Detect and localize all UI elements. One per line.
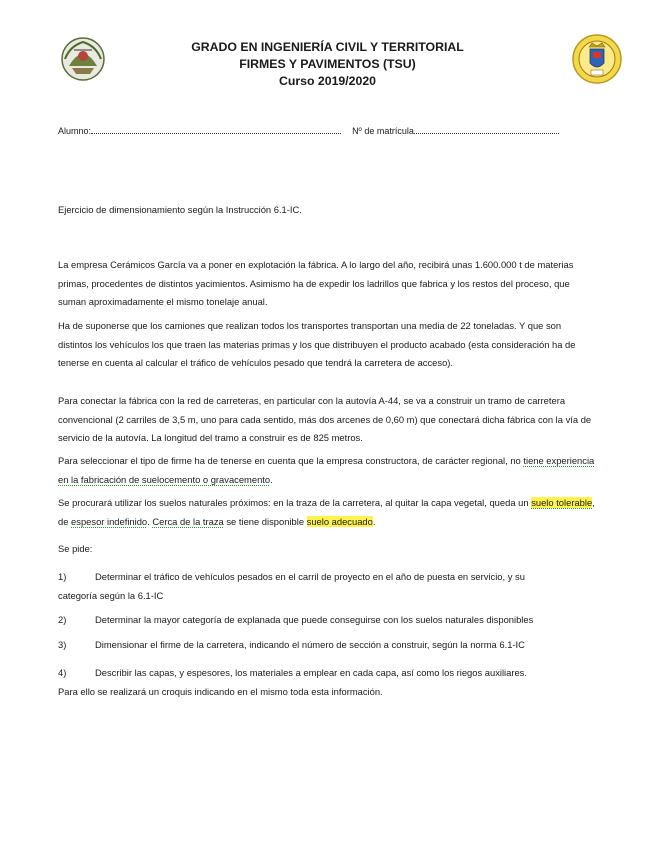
matricula-label: Nº de matrícula bbox=[352, 126, 414, 136]
list-item-2 bbox=[58, 611, 618, 630]
list-item-1 bbox=[58, 568, 598, 605]
document-header bbox=[0, 39, 655, 90]
item-text: Describir las capas, y espesores, los materiales a emplear en cada capa, así como los riegos auxiliares. bbox=[95, 667, 527, 678]
paragraph-1: La empresa Cerámicos García va a poner en explotación la fábrica. A lo largo del año, recibirá unas 1.600.000 t de materias primas, procedentes de distintos yacimientos. Asimismo ha de expedir los ladrillos que fabrica y los restos del proceso, que suman aproximadamente el mismo tonelaje anual. bbox=[58, 259, 574, 308]
list-item-3 bbox=[58, 636, 618, 655]
item-text: Dimensionar el firme de la carretera, indicando el número de sección a construir, según la norma 6.1-IC bbox=[95, 639, 525, 650]
paragraph-3: Para conectar la fábrica con la red de carreteras, en particular con la autovía A-44, se va a construir un tramo de carretera convencional (2 carriles de 3,5 m, uno para cada sentido, más dos arcenes de 0,60 m) que conectará dicha fábrica con la vía de servicio de la autovía. La longitud del tramo a construir es de 825 metros. bbox=[58, 395, 592, 444]
p4-end: . bbox=[270, 473, 273, 485]
paragraph-2: Ha de suponerse que los camiones que realizan todos los transportes transportan una media de 22 toneladas. Y que son distintos los vehículos los que traen las materias primas y los que distribuyen el producto acabado (esta consideración ha de tenerse en cuenta al calcular el tráfico de vehículos pesado que tendrá la carretera de acceso). bbox=[58, 320, 576, 369]
alumno-field[interactable] bbox=[91, 124, 341, 134]
item-number: 4) bbox=[58, 667, 67, 678]
item-number: 1) bbox=[58, 571, 67, 582]
item-text: Determinar el tráfico de vehículos pesados en el carril de proyecto en el año de puesta en servicio, y su bbox=[95, 571, 525, 582]
degree-title: GRADO EN INGENIERÍA CIVIL Y TERRITORIAL bbox=[191, 40, 464, 54]
se-pide-label: Se pide: bbox=[58, 543, 93, 554]
academic-year: Curso 2019/2020 bbox=[278, 74, 377, 88]
paragraph-4 bbox=[58, 452, 598, 489]
p5-a: Se procurará utilizar los suelos naturales próximos: en la traza de la carretera, al quitar la capa vegetal, queda un bbox=[58, 497, 532, 508]
item-continuation: Para ello se realizará un croquis indicando en el mismo toda esta información. bbox=[58, 685, 383, 697]
highlight-suelo-tolerable: suelo tolerable bbox=[531, 497, 593, 508]
course-title: FIRMES Y PAVIMENTOS (TSU) bbox=[239, 57, 416, 71]
highlight-suelo-adecuado: suelo adecuado bbox=[306, 515, 373, 527]
student-info-line bbox=[58, 124, 559, 136]
p5-d: se tiene disponible bbox=[223, 515, 307, 527]
item-number: 3) bbox=[58, 639, 67, 650]
underline-espesor: espesor indefinido bbox=[71, 515, 148, 527]
paragraph-5 bbox=[58, 494, 598, 531]
item-text: Determinar la mayor categoría de explanada que puede conseguirse con los suelos naturales disponibles bbox=[95, 614, 534, 625]
underline-cerca: Cerca de la traza bbox=[152, 515, 224, 527]
list-item-4 bbox=[58, 664, 598, 701]
item-number: 2) bbox=[58, 614, 67, 625]
p4-text: Para seleccionar el tipo de firme ha de tenerse en cuenta que la empresa constructora, de carácter regional, no bbox=[58, 455, 524, 466]
p5-e: . bbox=[372, 515, 376, 527]
item-continuation: categoría según la 6.1-IC bbox=[58, 589, 164, 601]
p5-c: . bbox=[147, 515, 153, 527]
p4-underlined: tiene experiencia en la fabricación de suelocemento o gravacemento bbox=[58, 455, 595, 485]
alumno-label: Alumno: bbox=[58, 126, 92, 136]
exercise-title: Ejercicio de dimensionamiento según la Instrucción 6.1-IC. bbox=[58, 204, 302, 215]
matricula-field[interactable] bbox=[414, 124, 559, 134]
p5-b: , de bbox=[58, 497, 595, 527]
